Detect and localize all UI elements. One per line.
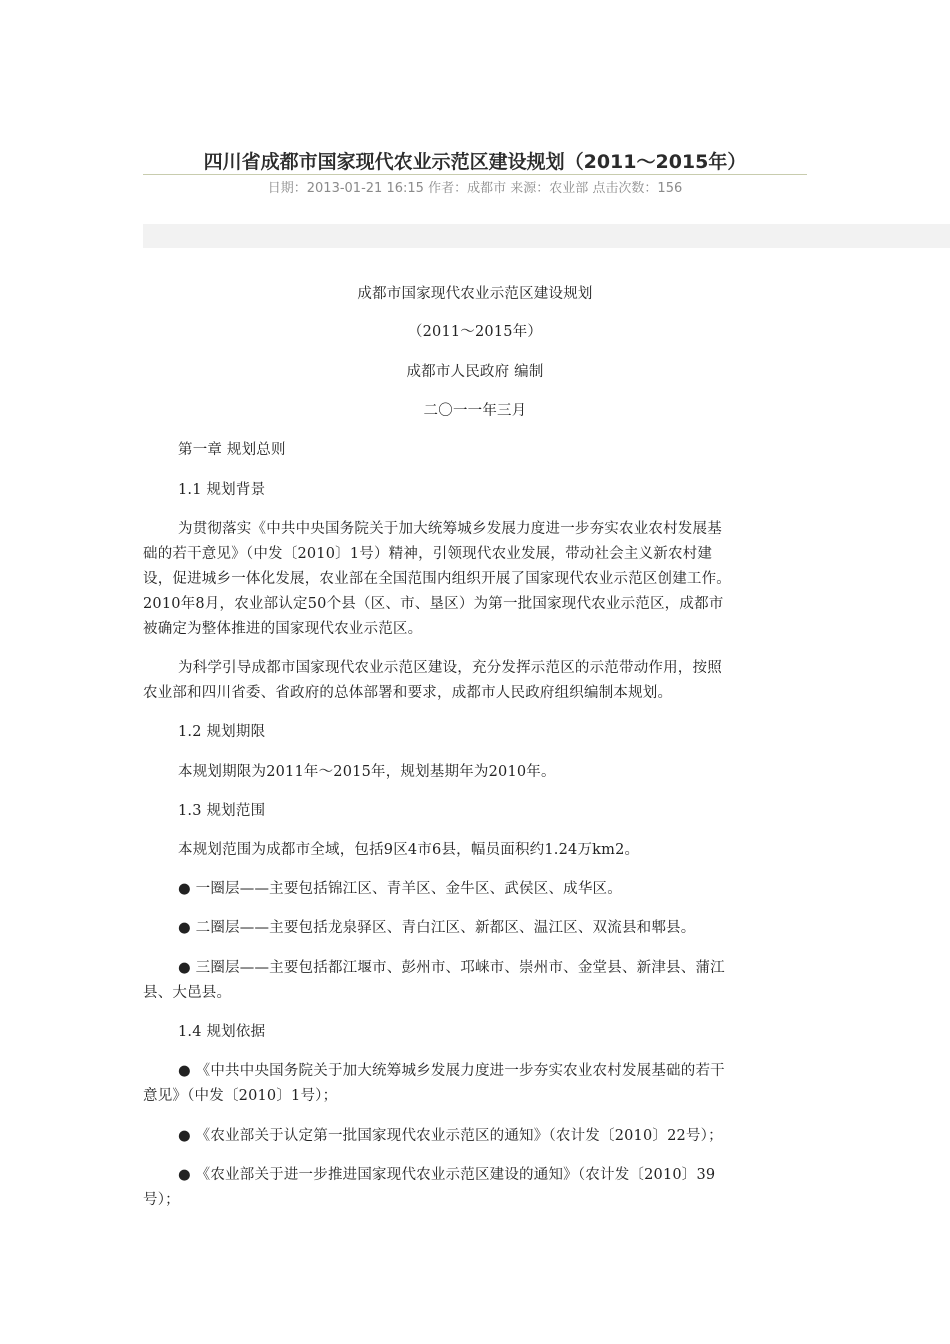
source-label: 来源： bbox=[510, 181, 550, 196]
doc-title: 成都市国家现代农业示范区建设规划 bbox=[357, 286, 593, 302]
list-item-basis-1 bbox=[143, 1059, 807, 1109]
text-line: ● 三圈层——主要包括都江堰市、彭州市、邛崃市、崇州市、金堂县、新津县、蒲江 bbox=[178, 960, 725, 976]
text-line: 意见》（中发〔2010〕1号）； bbox=[143, 1088, 338, 1104]
source-value: 农业部 bbox=[549, 181, 589, 196]
clicks-value: 156 bbox=[657, 181, 683, 196]
text-line: 被确定为整体推进的国家现代农业示范区。 bbox=[143, 621, 423, 637]
doc-date: 二〇一一年三月 bbox=[423, 403, 527, 419]
text-line: 号）； bbox=[143, 1192, 180, 1208]
text-line: 县、大邑县。 bbox=[143, 985, 232, 1001]
section-heading-1-1: 1.1 规划背景 bbox=[178, 482, 266, 498]
list-item-ring-3 bbox=[143, 956, 807, 1006]
clicks-label: 点击次数： bbox=[592, 181, 658, 196]
page-title: 四川省成都市国家现代农业示范区建设规划（2011～2015年） bbox=[203, 151, 747, 173]
paragraph-purpose bbox=[143, 656, 807, 706]
text-line: 农业部和四川省委、省政府的总体部署和要求，成都市人民政府组织编制本规划。 bbox=[143, 685, 673, 701]
text-line: 设，促进城乡一体化发展，农业部在全国范围内组织开展了国家现代农业示范区创建工作。 bbox=[143, 571, 731, 587]
date-label: 日期： bbox=[267, 181, 307, 196]
text-line: ● 《中共中央国务院关于加大统筹城乡发展力度进一步夯实农业农村发展基础的若干 bbox=[178, 1063, 725, 1079]
doc-period: （2011～2015年） bbox=[407, 324, 543, 340]
list-item-basis-2: ● 《农业部关于认定第一批国家现代农业示范区的通知》（农计发〔2010〕22号）； bbox=[178, 1128, 723, 1144]
paragraph-scope: 本规划范围为成都市全域，包括9区4市6县，幅员面积约1.24万km2。 bbox=[178, 842, 640, 858]
toolbar-strip bbox=[143, 224, 950, 248]
text-line: 为贯彻落实《中共中央国务院关于加大统筹城乡发展力度进一步夯实农业农村发展基 bbox=[178, 521, 722, 537]
paragraph-background bbox=[143, 517, 807, 642]
title-divider bbox=[143, 174, 807, 175]
text-line: 为科学引导成都市国家现代农业示范区建设，充分发挥示范区的示范带动作用，按照 bbox=[178, 660, 722, 676]
text-line: 础的若干意见》（中发〔2010〕1号）精神，引领现代农业发展，带动社会主义新农村建 bbox=[143, 546, 713, 562]
section-heading-1-4: 1.4 规划依据 bbox=[178, 1024, 266, 1040]
list-item-ring-2: ● 二圈层——主要包括龙泉驿区、青白江区、新都区、温江区、双流县和郫县。 bbox=[178, 920, 696, 936]
section-heading-1-2: 1.2 规划期限 bbox=[178, 724, 266, 740]
text-line: ● 《农业部关于进一步推进国家现代农业示范区建设的通知》（农计发〔2010〕39 bbox=[178, 1167, 716, 1183]
section-heading-1-3: 1.3 规划范围 bbox=[178, 803, 266, 819]
doc-issuer: 成都市人民政府 编制 bbox=[406, 364, 544, 380]
text-line: 2010年8月，农业部认定50个县（区、市、垦区）为第一批国家现代农业示范区，成都市 bbox=[143, 596, 724, 612]
list-item-ring-1: ● 一圈层——主要包括锦江区、青羊区、金牛区、武侯区、成华区。 bbox=[178, 881, 622, 897]
list-item-basis-3 bbox=[143, 1163, 807, 1213]
date-value: 2013-01-21 16:15 bbox=[306, 181, 424, 196]
paragraph-period: 本规划期限为2011年～2015年，规划基期年为2010年。 bbox=[178, 764, 556, 780]
article-meta bbox=[143, 180, 807, 198]
chapter-heading: 第一章 规划总则 bbox=[178, 442, 286, 458]
author-value: 成都市 bbox=[467, 181, 507, 196]
author-label: 作者： bbox=[428, 181, 468, 196]
